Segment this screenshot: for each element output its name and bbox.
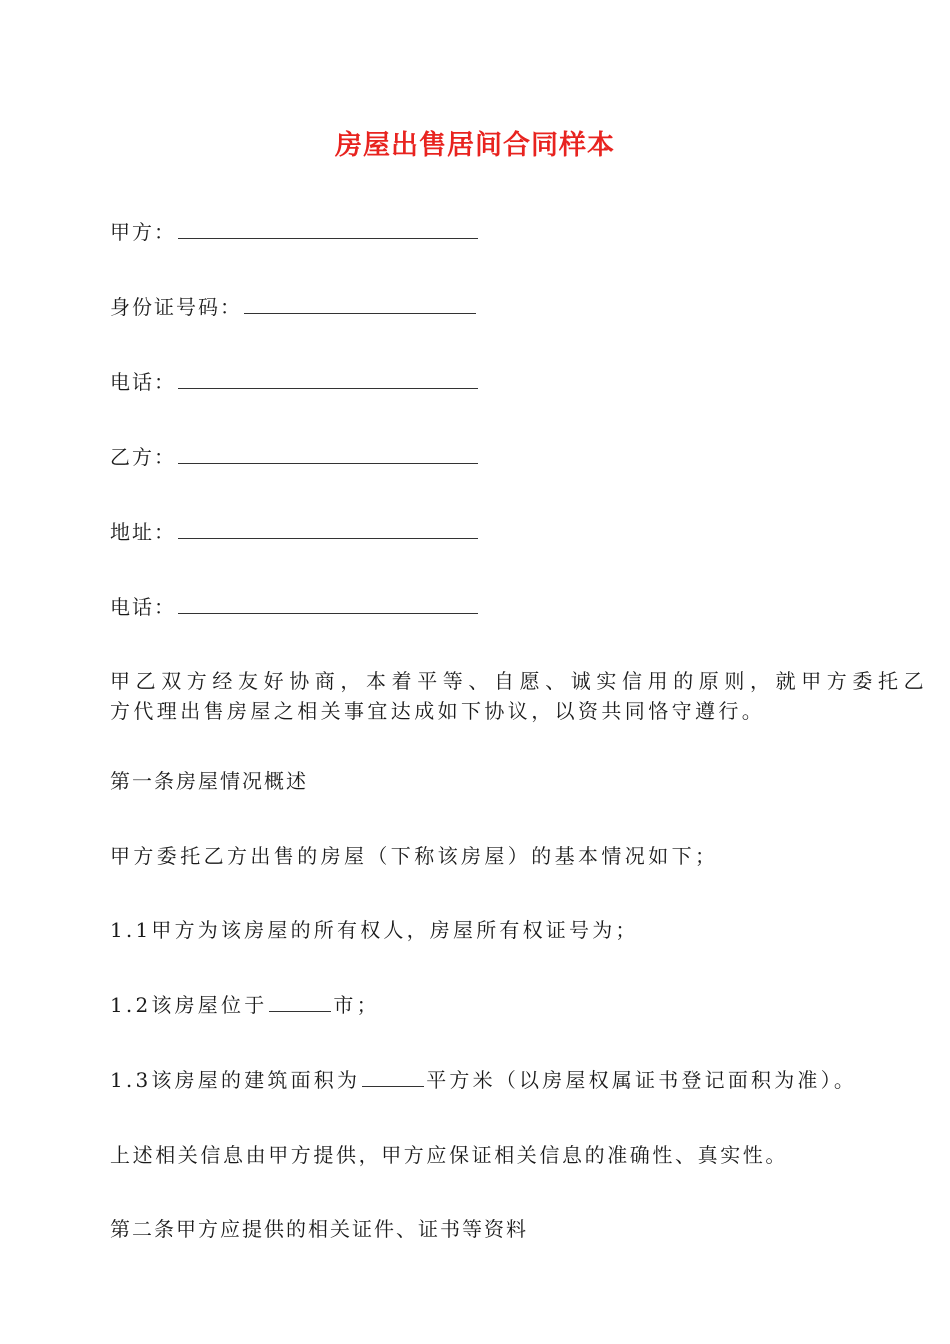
address-blank	[178, 516, 478, 539]
party-b-field	[110, 440, 850, 474]
item-1-2	[110, 988, 850, 1022]
phone-a-field	[110, 365, 850, 399]
party-b-label: 乙方：	[110, 445, 176, 469]
phone-b-field	[110, 590, 850, 624]
party-a-label: 甲方：	[110, 220, 176, 244]
item-1-2-prefix: 1.2该房屋位于	[110, 993, 268, 1017]
id-number-blank	[244, 291, 476, 314]
intro-paragraph-line-1: 甲乙双方经友好协商，本着平等、自愿、诚实信用的原则，就甲方委托乙	[110, 669, 930, 693]
id-number-field	[110, 290, 850, 324]
item-1-3	[110, 1063, 858, 1097]
item-1-2-blank	[269, 989, 331, 1012]
item-1-3-blank	[362, 1064, 424, 1087]
address-field	[110, 515, 850, 549]
article-2-heading: 第二条甲方应提供的相关证件、证书等资料	[110, 1217, 528, 1241]
phone-b-blank	[178, 591, 478, 614]
intro-paragraph-line-2: 方代理出售房屋之相关事宜达成如下协议，以资共同恪守遵行。	[110, 699, 766, 723]
party-a-blank	[178, 216, 478, 239]
info-statement: 上述相关信息由甲方提供，甲方应保证相关信息的准确性、真实性。	[110, 1143, 788, 1167]
party-a-field	[110, 215, 850, 249]
article-1-heading: 第一条房屋情况概述	[110, 769, 308, 793]
id-number-label: 身份证号码：	[110, 295, 242, 319]
item-1-3-suffix: 平方米（以房屋权属证书登记面积为准）。	[426, 1068, 858, 1092]
article-1-intro: 甲方委托乙方出售的房屋（下称该房屋）的基本情况如下；	[110, 844, 719, 868]
phone-b-label: 电话：	[110, 595, 176, 619]
party-b-blank	[178, 441, 478, 464]
item-1-3-prefix: 1.3该房屋的建筑面积为	[110, 1068, 361, 1092]
phone-a-blank	[178, 366, 478, 389]
document-title: 房屋出售居间合同样本	[335, 130, 615, 161]
phone-a-label: 电话：	[110, 370, 176, 394]
item-1-1: 1.1甲方为该房屋的所有权人，房屋所有权证号为；	[110, 918, 639, 942]
item-1-2-suffix: 市；	[333, 993, 380, 1017]
address-label: 地址：	[110, 520, 176, 544]
